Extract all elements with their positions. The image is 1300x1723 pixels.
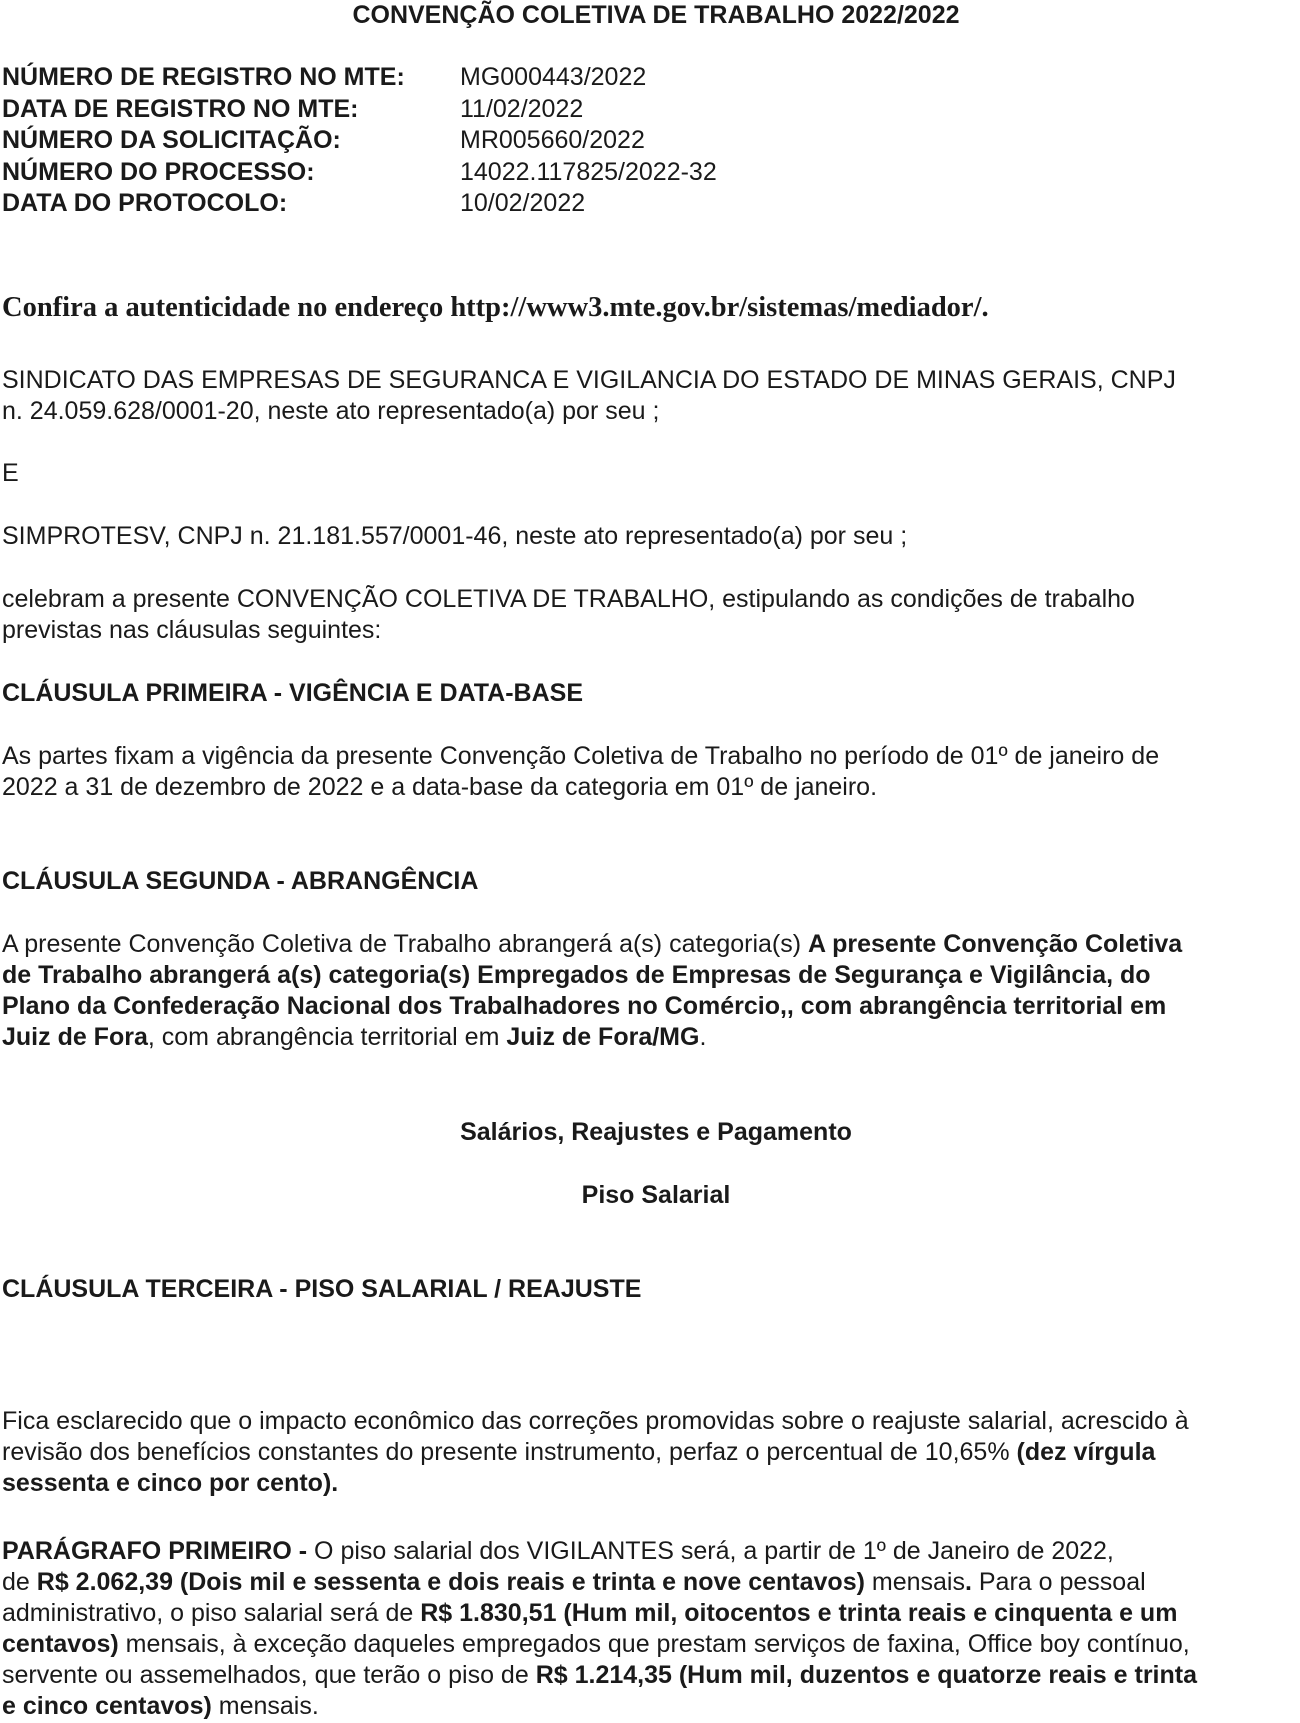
registration-value: MR005660/2022 — [460, 126, 645, 154]
registration-row — [2, 188, 717, 220]
registration-info — [2, 62, 717, 220]
conjunction-text: E — [2, 459, 19, 487]
clause3-text: revisão dos benefícios constantes do presente instrumento, perfaz o percentual de 10,65% — [2, 1438, 1017, 1466]
clause1-heading: CLÁUSULA PRIMEIRA - VIGÊNCIA E DATA-BASE — [2, 679, 584, 707]
clause3-text-line — [2, 1437, 1292, 1469]
clause2-bold-text: Juiz de Fora — [2, 1023, 148, 1051]
party1-line: SINDICATO DAS EMPRESAS DE SEGURANCA E VIGILANCIA DO ESTADO DE MINAS GERAIS, CNPJ — [2, 366, 1176, 394]
registration-row — [2, 62, 717, 94]
paragraph1-text: Para o pessoal — [971, 1568, 1146, 1596]
paragraph1-line — [2, 1660, 1292, 1692]
celebrate-line: previstas nas cláusulas seguintes: — [2, 616, 382, 644]
registration-label: DATA DO PROTOCOLO: — [2, 189, 288, 217]
clause3-bold-text: sessenta e cinco por cento). — [2, 1469, 339, 1497]
clause3-text: Fica esclarecido que o impacto econômico das correções promovidas sobre o reajuste salarial, acrescido à — [2, 1407, 1189, 1435]
clause3-bold-text: (dez vírgula — [1016, 1438, 1156, 1466]
clause2-bold-text: Juiz de Fora/MG — [506, 1023, 700, 1051]
paragraph1-text: mensais — [864, 1568, 965, 1596]
paragraph1-bold-text: e cinco centavos) — [2, 1692, 212, 1720]
party1-line: n. 24.059.628/0001-20, neste ato representado(a) por seu ; — [2, 397, 660, 425]
group-heading: Salários, Reajustes e Pagamento — [460, 1118, 852, 1146]
paragraph1-bold-text: R$ 1.214,35 (Hum mil, duzentos e quatorze reais e trinta — [535, 1661, 1198, 1689]
clause2-text: , com abrangência territorial em — [147, 1023, 507, 1051]
clause2-text: . — [699, 1023, 707, 1051]
subgroup-heading: Piso Salarial — [581, 1181, 731, 1209]
paragraph1-text: de — [2, 1568, 37, 1596]
paragraph1-line — [2, 1567, 1292, 1599]
clause2-text-line — [2, 1022, 1292, 1054]
clause2-text-line — [2, 929, 1292, 961]
registration-label: NÚMERO DE REGISTRO NO MTE: — [2, 63, 405, 91]
clause1-text: As partes fixam a vigência da presente Convenção Coletiva de Trabalho no período de 01º de janeiro de — [2, 742, 1160, 770]
clause2-text: A presente Convenção Coletiva de Trabalho abrangerá a(s) categoria(s) — [2, 930, 809, 958]
registration-value: 11/02/2022 — [460, 94, 584, 123]
paragraph1-text: administrativo, o piso salarial será de — [2, 1599, 421, 1627]
clause2-bold-text: de Trabalho abrangerá a(s) categoria(s) Empregados de Empresas de Segurança e Vigilância, do — [2, 961, 1151, 989]
registration-label: DATA DE REGISTRO NO MTE: — [2, 94, 359, 123]
clause3-heading: CLÁUSULA TERCEIRA - PISO SALARIAL / REAJUSTE — [2, 1275, 642, 1303]
registration-row — [2, 94, 717, 126]
paragraph1-text: mensais. — [211, 1692, 319, 1720]
paragraph1-text: O piso salarial dos VIGILANTES será, a partir de 1º de Janeiro de 2022, — [314, 1537, 1114, 1565]
registration-value: 14022.117825/2022-32 — [460, 157, 717, 186]
paragraph1-line — [2, 1691, 1292, 1723]
paragraph1-bold-text: R$ 1.830,51 (Hum mil, oitocentos e trinta reais e cinquenta e um — [420, 1599, 1178, 1627]
registration-row — [2, 125, 717, 157]
paragraph1-bold-text: centavos) — [2, 1630, 119, 1658]
paragraph1-line — [2, 1629, 1292, 1661]
clause1-text: 2022 a 31 de dezembro de 2022 e a data-base da categoria em 01º de janeiro. — [2, 773, 878, 801]
clause2-bold-text: A presente Convenção Coletiva — [808, 930, 1183, 958]
paragraph1-text: mensais, à exceção daqueles empregados que prestam serviços de faxina, Office boy contínuo, — [118, 1630, 1190, 1658]
registration-label: NÚMERO DO PROCESSO: — [2, 157, 315, 186]
registration-value: MG000443/2022 — [460, 63, 647, 91]
document-title: CONVENÇÃO COLETIVA DE TRABALHO 2022/2022 — [352, 1, 960, 29]
paragraph1-bold-text: . — [964, 1568, 972, 1596]
paragraph1-label: PARÁGRAFO PRIMEIRO - — [2, 1537, 315, 1565]
paragraph1-text: servente ou assemelhados, que terão o piso de — [2, 1661, 536, 1689]
clause2-heading: CLÁUSULA SEGUNDA - ABRANGÊNCIA — [2, 867, 479, 895]
registration-row — [2, 157, 717, 189]
paragraph1-line — [2, 1598, 1292, 1630]
paragraph1-line — [2, 1536, 1292, 1568]
registration-value: 10/02/2022 — [460, 189, 586, 217]
clause2-bold-text: Plano da Confederação Nacional dos Trabalhadores no Comércio,, com abrangência territorial em — [2, 992, 1167, 1020]
paragraph1-bold-text: R$ 2.062,39 (Dois mil e sessenta e dois reais e trinta e nove centavos) — [36, 1568, 865, 1596]
authenticity-notice: Confira a autenticidade no endereço http://www3.mte.gov.br/sistemas/mediador/. — [2, 292, 989, 323]
registration-label: NÚMERO DA SOLICITAÇÃO: — [2, 126, 341, 154]
celebrate-line: celebram a presente CONVENÇÃO COLETIVA DE TRABALHO, estipulando as condições de trabalho — [2, 585, 1135, 613]
party2-line: SIMPROTESV, CNPJ n. 21.181.557/0001-46, neste ato representado(a) por seu ; — [2, 522, 908, 550]
